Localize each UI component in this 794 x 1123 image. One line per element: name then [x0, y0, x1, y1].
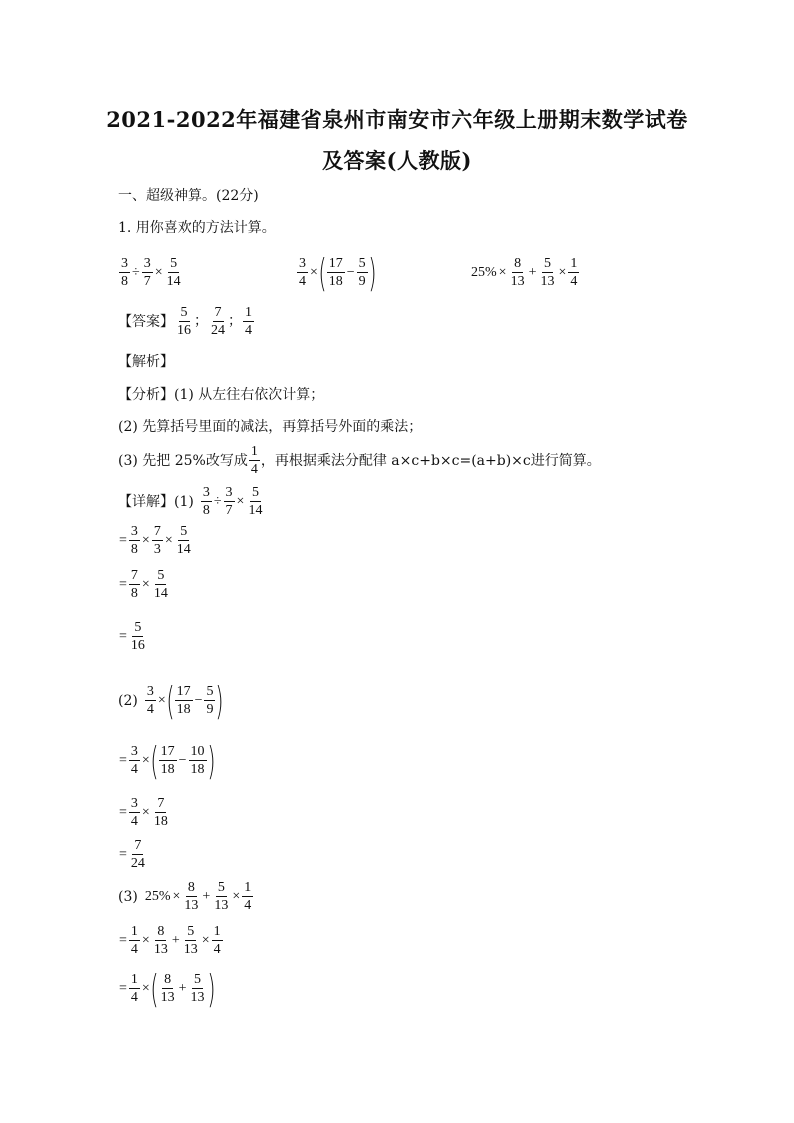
detail-2-step2	[118, 796, 171, 829]
problem-1-expression	[118, 256, 184, 289]
symbol-times: ×	[141, 532, 150, 548]
fraction-3-over-8	[201, 485, 212, 518]
numerator: 1	[244, 880, 252, 895]
fraction-17-over-18	[159, 744, 177, 777]
denominator: 4	[250, 462, 258, 477]
detail-1-step0	[200, 485, 266, 518]
symbol-eq: =	[119, 576, 127, 592]
numerator: 8	[187, 880, 195, 895]
section-header-text: 一、超级神算。(22分)	[118, 188, 259, 204]
numerator: 3	[143, 256, 151, 271]
problem-3-expression	[470, 256, 580, 289]
fraction-10-over-18	[189, 744, 207, 777]
numerator: 10	[190, 744, 205, 759]
fraction-5-over-13	[189, 972, 207, 1005]
denominator: 4	[130, 814, 138, 829]
symbol-times: ×	[558, 264, 567, 280]
math-text	[118, 924, 224, 957]
part-2-label: (2)	[118, 692, 138, 709]
math-text	[118, 620, 148, 653]
jiexi-row	[118, 352, 174, 372]
numerator: 3	[130, 524, 138, 539]
denominator: 7	[143, 274, 151, 289]
fraction-5-over-14	[165, 256, 183, 289]
symbol-times: ×	[201, 932, 210, 948]
denominator: 18	[153, 814, 168, 829]
numerator: 7	[134, 838, 142, 853]
detail-2-step3	[118, 838, 148, 871]
numerator: 5	[180, 524, 188, 539]
numerator: 3	[299, 256, 306, 271]
denominator: 16	[177, 323, 191, 338]
math-text: ；	[194, 313, 208, 329]
answer-label: 【答案】	[118, 313, 174, 330]
fraction-3-over-4	[129, 744, 140, 777]
question-1-text: 1. 用你喜欢的方法计算。	[118, 220, 276, 236]
fenxi-step3a: (3) 先把 25%改写成	[118, 452, 248, 469]
numerator: 7	[157, 796, 165, 811]
denominator: 18	[160, 762, 175, 777]
symbol-eq: =	[119, 980, 127, 996]
fraction-7-over-8	[129, 568, 140, 601]
symbol-plus: +	[202, 888, 211, 904]
numerator: 7	[214, 305, 222, 320]
numerator: 1	[250, 444, 258, 459]
math-text	[118, 966, 216, 1011]
fraction-5-over-14	[175, 524, 193, 557]
answer-row	[118, 305, 255, 338]
problem-2-expression	[296, 250, 377, 295]
fraction-7-over-3	[152, 524, 163, 557]
symbol-rp: )	[206, 966, 216, 1011]
detail-2-step1	[118, 738, 216, 783]
fraction-1-over-4	[243, 305, 254, 338]
fraction-5-over-9	[204, 684, 215, 717]
fenxi-step1: (1) 从左往右依次计算；	[174, 387, 325, 403]
numerator: 17	[160, 744, 175, 759]
fraction-7-over-18	[152, 796, 170, 829]
symbol-times: ×	[141, 804, 150, 820]
jiexi-label: 【解析】	[118, 354, 174, 370]
fraction-1-over-4	[212, 924, 223, 957]
math-text	[118, 738, 216, 783]
part-1-label: (1)	[174, 493, 194, 510]
symbol-lp: (	[150, 738, 159, 783]
fenxi-step2-row	[118, 417, 422, 437]
denominator: 8	[130, 542, 138, 557]
numerator: 5	[170, 256, 178, 271]
xiangjie-row	[118, 485, 265, 518]
denominator: 14	[153, 586, 168, 601]
fraction-3-over-7	[142, 256, 153, 289]
math-text	[144, 880, 254, 913]
denominator: 18	[176, 702, 191, 717]
symbol-div: ÷	[132, 264, 140, 280]
numerator: 5	[180, 305, 188, 320]
fenxi-row	[118, 385, 324, 405]
symbol-times: ×	[310, 264, 318, 280]
symbol-times: ×	[172, 888, 181, 904]
document-title-line1: 2021-2022年福建省泉州市南安市六年级上册期末数学试卷	[106, 107, 688, 132]
denominator: 4	[130, 762, 138, 777]
fenxi-step3b: ，再根据乘法分配律 a×c+b×c=(a+b)×c进行简算。	[260, 452, 601, 469]
symbol-eq: =	[119, 532, 127, 548]
symbol-times: ×	[164, 532, 173, 548]
fraction-1-over-4	[129, 972, 140, 1005]
fraction-1-over-4	[129, 924, 140, 957]
denominator: 9	[206, 702, 214, 717]
fraction-3-over-4	[129, 796, 140, 829]
fraction-5-over-9	[357, 256, 368, 289]
section-header	[118, 186, 259, 206]
denominator: 9	[358, 274, 366, 289]
symbol-div: ÷	[213, 493, 222, 509]
fraction-5-over-16	[129, 620, 147, 653]
part-3-label: (3)	[118, 888, 138, 905]
symbol-minus: −	[346, 264, 355, 280]
symbol-lp: (	[318, 250, 327, 295]
symbol-times: ×	[141, 932, 150, 948]
denominator: 14	[248, 503, 263, 518]
denominator: 13	[510, 274, 525, 289]
denominator: 13	[214, 898, 229, 913]
symbol-rp: )	[215, 678, 224, 723]
numerator: 3	[121, 256, 128, 271]
symbol-eq: =	[119, 804, 127, 820]
numerator: 5	[358, 256, 366, 271]
math-text	[118, 568, 171, 601]
denominator: 24	[211, 323, 225, 338]
fraction-1-over-4	[249, 444, 260, 477]
fraction-3-over-7	[224, 485, 235, 518]
symbol-lp: (	[166, 678, 175, 723]
fraction-7-over-24	[209, 305, 227, 338]
fraction-8-over-13	[182, 880, 200, 913]
numerator: 1	[213, 924, 221, 939]
denominator: 4	[146, 702, 154, 717]
math-text	[118, 796, 171, 829]
detail-1-step2	[118, 568, 171, 601]
math-text: ；	[228, 313, 242, 329]
denominator: 13	[160, 990, 175, 1005]
denominator: 8	[121, 274, 128, 289]
denominator: 4	[244, 898, 252, 913]
denominator: 4	[299, 274, 306, 289]
fraction-17-over-18	[175, 684, 193, 717]
fraction-5-over-14	[246, 485, 264, 518]
symbol-pct: 25%	[144, 888, 171, 904]
numerator: 7	[153, 524, 161, 539]
question-1	[118, 218, 276, 238]
numerator: 1	[130, 924, 138, 939]
detail-1-step3	[118, 620, 148, 653]
fraction-3-over-8	[129, 524, 140, 557]
numerator: 1	[570, 256, 578, 271]
detail-3-step2	[118, 966, 216, 1011]
symbol-times: ×	[232, 888, 241, 904]
numerator: 3	[225, 485, 233, 500]
fenxi-step3-fraction	[248, 444, 261, 477]
denominator: 18	[328, 274, 343, 289]
numerator: 1	[130, 972, 138, 987]
answer-values	[174, 305, 255, 338]
fenxi-step3-row	[118, 444, 601, 477]
denominator: 13	[183, 942, 198, 957]
fraction-5-over-13	[182, 924, 200, 957]
numerator: 5	[206, 684, 214, 699]
denominator: 4	[570, 274, 578, 289]
symbol-plus: +	[171, 932, 180, 948]
problem-row	[118, 256, 184, 289]
symbol-lp: (	[150, 966, 159, 1011]
fraction-8-over-13	[159, 972, 177, 1005]
symbol-rp: )	[367, 250, 377, 295]
fraction-8-over-13	[509, 256, 527, 289]
denominator: 3	[153, 542, 161, 557]
detail-1-step1	[118, 524, 194, 557]
symbol-plus: +	[178, 980, 187, 996]
denominator: 4	[130, 942, 138, 957]
fraction-8-over-13	[152, 924, 170, 957]
numerator: 1	[245, 305, 252, 320]
numerator: 3	[130, 796, 138, 811]
symbol-eq: =	[119, 932, 127, 948]
fraction-17-over-18	[327, 256, 345, 289]
denominator: 14	[176, 542, 191, 557]
numerator: 5	[217, 880, 225, 895]
fraction-5-over-13	[212, 880, 230, 913]
fraction-1-over-4	[242, 880, 253, 913]
fraction-7-over-24	[129, 838, 147, 871]
math-text	[118, 524, 194, 557]
denominator: 16	[130, 638, 145, 653]
denominator: 13	[540, 274, 555, 289]
denominator: 24	[130, 856, 145, 871]
math-text	[118, 838, 148, 871]
denominator: 4	[245, 323, 252, 338]
numerator: 7	[130, 568, 138, 583]
problem-2-row	[296, 250, 377, 295]
symbol-times: ×	[141, 980, 150, 996]
denominator: 18	[190, 762, 205, 777]
symbol-eq: =	[119, 628, 127, 644]
math-text	[144, 678, 224, 723]
document-title-line2: 及答案(人教版)	[322, 148, 472, 173]
denominator: 8	[202, 503, 210, 518]
symbol-plus: +	[528, 264, 537, 280]
fraction-5-over-13	[538, 256, 556, 289]
numerator: 5	[187, 924, 195, 939]
detail-3-step1	[118, 924, 224, 957]
denominator: 14	[166, 274, 181, 289]
xiangjie-label: 【详解】	[118, 493, 174, 510]
numerator: 5	[157, 568, 165, 583]
fraction-3-over-8	[119, 256, 130, 289]
symbol-eq: =	[119, 752, 127, 768]
denominator: 4	[213, 942, 221, 957]
denominator: 8	[130, 586, 138, 601]
symbol-minus: −	[194, 692, 203, 708]
symbol-pct: 25%	[471, 264, 497, 280]
numerator: 5	[134, 620, 142, 635]
numerator: 5	[251, 485, 259, 500]
symbol-times: ×	[141, 752, 150, 768]
symbol-times: ×	[157, 692, 166, 708]
numerator: 5	[194, 972, 202, 987]
symbol-times: ×	[498, 264, 507, 280]
symbol-times: ×	[154, 264, 163, 280]
numerator: 5	[543, 256, 551, 271]
symbol-times: ×	[236, 493, 245, 509]
fraction-1-over-4	[568, 256, 579, 289]
detail-2-step0	[118, 678, 224, 723]
detail-3-step0	[118, 880, 254, 913]
denominator: 4	[130, 990, 138, 1005]
numerator: 3	[146, 684, 154, 699]
denominator: 13	[190, 990, 205, 1005]
numerator: 3	[202, 485, 210, 500]
fraction-3-over-4	[145, 684, 156, 717]
numerator: 17	[328, 256, 343, 271]
numerator: 17	[176, 684, 191, 699]
numerator: 8	[164, 972, 172, 987]
symbol-times: ×	[141, 576, 150, 592]
denominator: 13	[153, 942, 168, 957]
numerator: 8	[514, 256, 522, 271]
fraction-5-over-14	[152, 568, 170, 601]
denominator: 13	[184, 898, 199, 913]
fraction-5-over-16	[175, 305, 193, 338]
fenxi-label: 【分析】	[118, 387, 174, 403]
symbol-minus: −	[178, 752, 187, 768]
symbol-rp: )	[206, 738, 216, 783]
numerator: 8	[157, 924, 165, 939]
numerator: 3	[130, 744, 138, 759]
denominator: 7	[225, 503, 233, 518]
symbol-eq: =	[119, 846, 127, 862]
fenxi-step2: (2) 先算括号里面的减法，再算括号外面的乘法；	[118, 419, 423, 435]
fraction-3-over-4	[297, 256, 308, 289]
problem-3-row	[470, 256, 580, 289]
